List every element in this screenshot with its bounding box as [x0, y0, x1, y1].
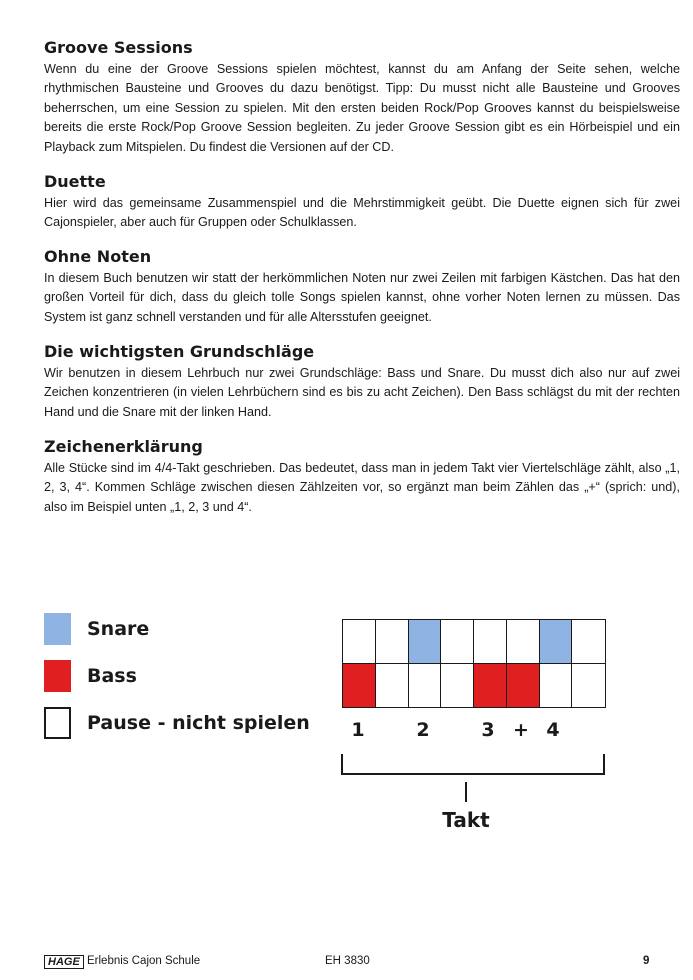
bass-swatch: [44, 660, 71, 692]
snare-cell: [408, 619, 442, 664]
section-body: Hier wird das gemeinsame Zusammenspiel und die Mehrstimmigkeit geübt. Die Duette eignen sich für zwei Cajonspieler, aber auch für Gruppen oder Schulklassen.: [44, 196, 680, 230]
takt-bracket: [0, 750, 693, 830]
bass-cell: [440, 663, 474, 708]
count-label: 3: [481, 719, 495, 741]
count-label: 1: [351, 719, 365, 741]
snare-cell: [375, 619, 409, 664]
bass-cell: [342, 663, 376, 708]
legend-bass: [44, 659, 137, 693]
legend-snare: [44, 612, 149, 646]
section-heading: Groove Sessions: [44, 38, 193, 57]
takt-label: Takt: [442, 808, 490, 832]
section-heading: Die wichtigsten Grundschläge: [44, 342, 315, 361]
section-heading: Ohne Noten: [44, 247, 152, 266]
snare-swatch: [44, 613, 71, 645]
section-zeichenerklaerung: [44, 437, 680, 517]
bass-cell: [473, 663, 507, 708]
legend-pause: [44, 706, 310, 740]
page-number: 9: [643, 955, 650, 967]
bass-cell: [506, 663, 540, 708]
footer-code: EH 3830: [325, 955, 370, 967]
snare-cell: [571, 619, 605, 664]
count-label: +: [513, 719, 529, 741]
section-groove-sessions: [44, 38, 680, 157]
snare-cell: [342, 619, 376, 664]
snare-cell: [473, 619, 507, 664]
bass-cell: [571, 663, 605, 708]
section-duette: [44, 172, 680, 233]
section-body: Alle Stücke sind im 4/4-Takt geschrieben. Das bedeutet, dass man in jedem Takt vier Viertelschläge zählt, also „1, 2, 3, 4“. Kommen Schläge zwischen diesen Zählzeiten vor, so ergänzt man beim Zählen das „+“ (sprich: und), also im Beispiel unten „1, 2, 3 und 4“.: [44, 461, 680, 514]
legend-label: Pause - nicht spielen: [87, 712, 310, 734]
bass-cell: [375, 663, 409, 708]
section-heading: Zeichenerklärung: [44, 437, 203, 456]
section-heading: Duette: [44, 172, 106, 191]
pause-swatch: [44, 707, 71, 739]
snare-cell: [539, 619, 573, 664]
snare-cell: [440, 619, 474, 664]
hage-logo: HAGE: [44, 955, 84, 969]
bass-cell: [539, 663, 573, 708]
section-ohne-noten: [44, 247, 680, 327]
section-grundschlaege: [44, 342, 680, 422]
legend-label: Snare: [87, 618, 150, 640]
legend-label: Bass: [87, 665, 137, 687]
section-body: In diesem Buch benutzen wir statt der herkömmlichen Noten nur zwei Zeilen mit farbigen Kästchen. Das hat den großen Vorteil für dich, dass du gleich tolle Songs spielen kannst, ohne vorher Noten lernen zu müssen. Das System ist ganz schnell verstanden und für alle Altersstufen geeignet.: [44, 271, 680, 324]
count-label: 4: [546, 719, 560, 741]
footer-title: Erlebnis Cajon Schule: [87, 955, 201, 967]
bass-cell: [408, 663, 442, 708]
section-body: Wir benutzen in diesem Lehrbuch nur zwei Grundschläge: Bass und Snare. Du musst dich also nur auf zwei Zeichen konzentrieren (in vielen Lehrbüchern sind es bis zu acht Zeichen). Den Bass schlägst du mit der rechten Hand und die Snare mit der linken Hand.: [44, 366, 680, 419]
section-body: Wenn du eine der Groove Sessions spielen möchtest, kannst du am Anfang der Seite sehen, welche rhythmischen Bausteine und Grooves du dazu benötigst. Tipp: Du musst nicht alle Bausteine und Grooves beherrschen, um eine Session zu spielen. Mit den ersten beiden Rock/Pop Grooves kannst du beispielsweise bereits die erste Rock/Pop Groove Session begleiten. Zu jeder Groove Session gibt es ein Hörbeispiel und ein Playback zum Mitspielen. Du findest die Versionen auf der CD.: [44, 62, 680, 154]
count-label: 2: [416, 719, 430, 741]
snare-cell: [506, 619, 540, 664]
